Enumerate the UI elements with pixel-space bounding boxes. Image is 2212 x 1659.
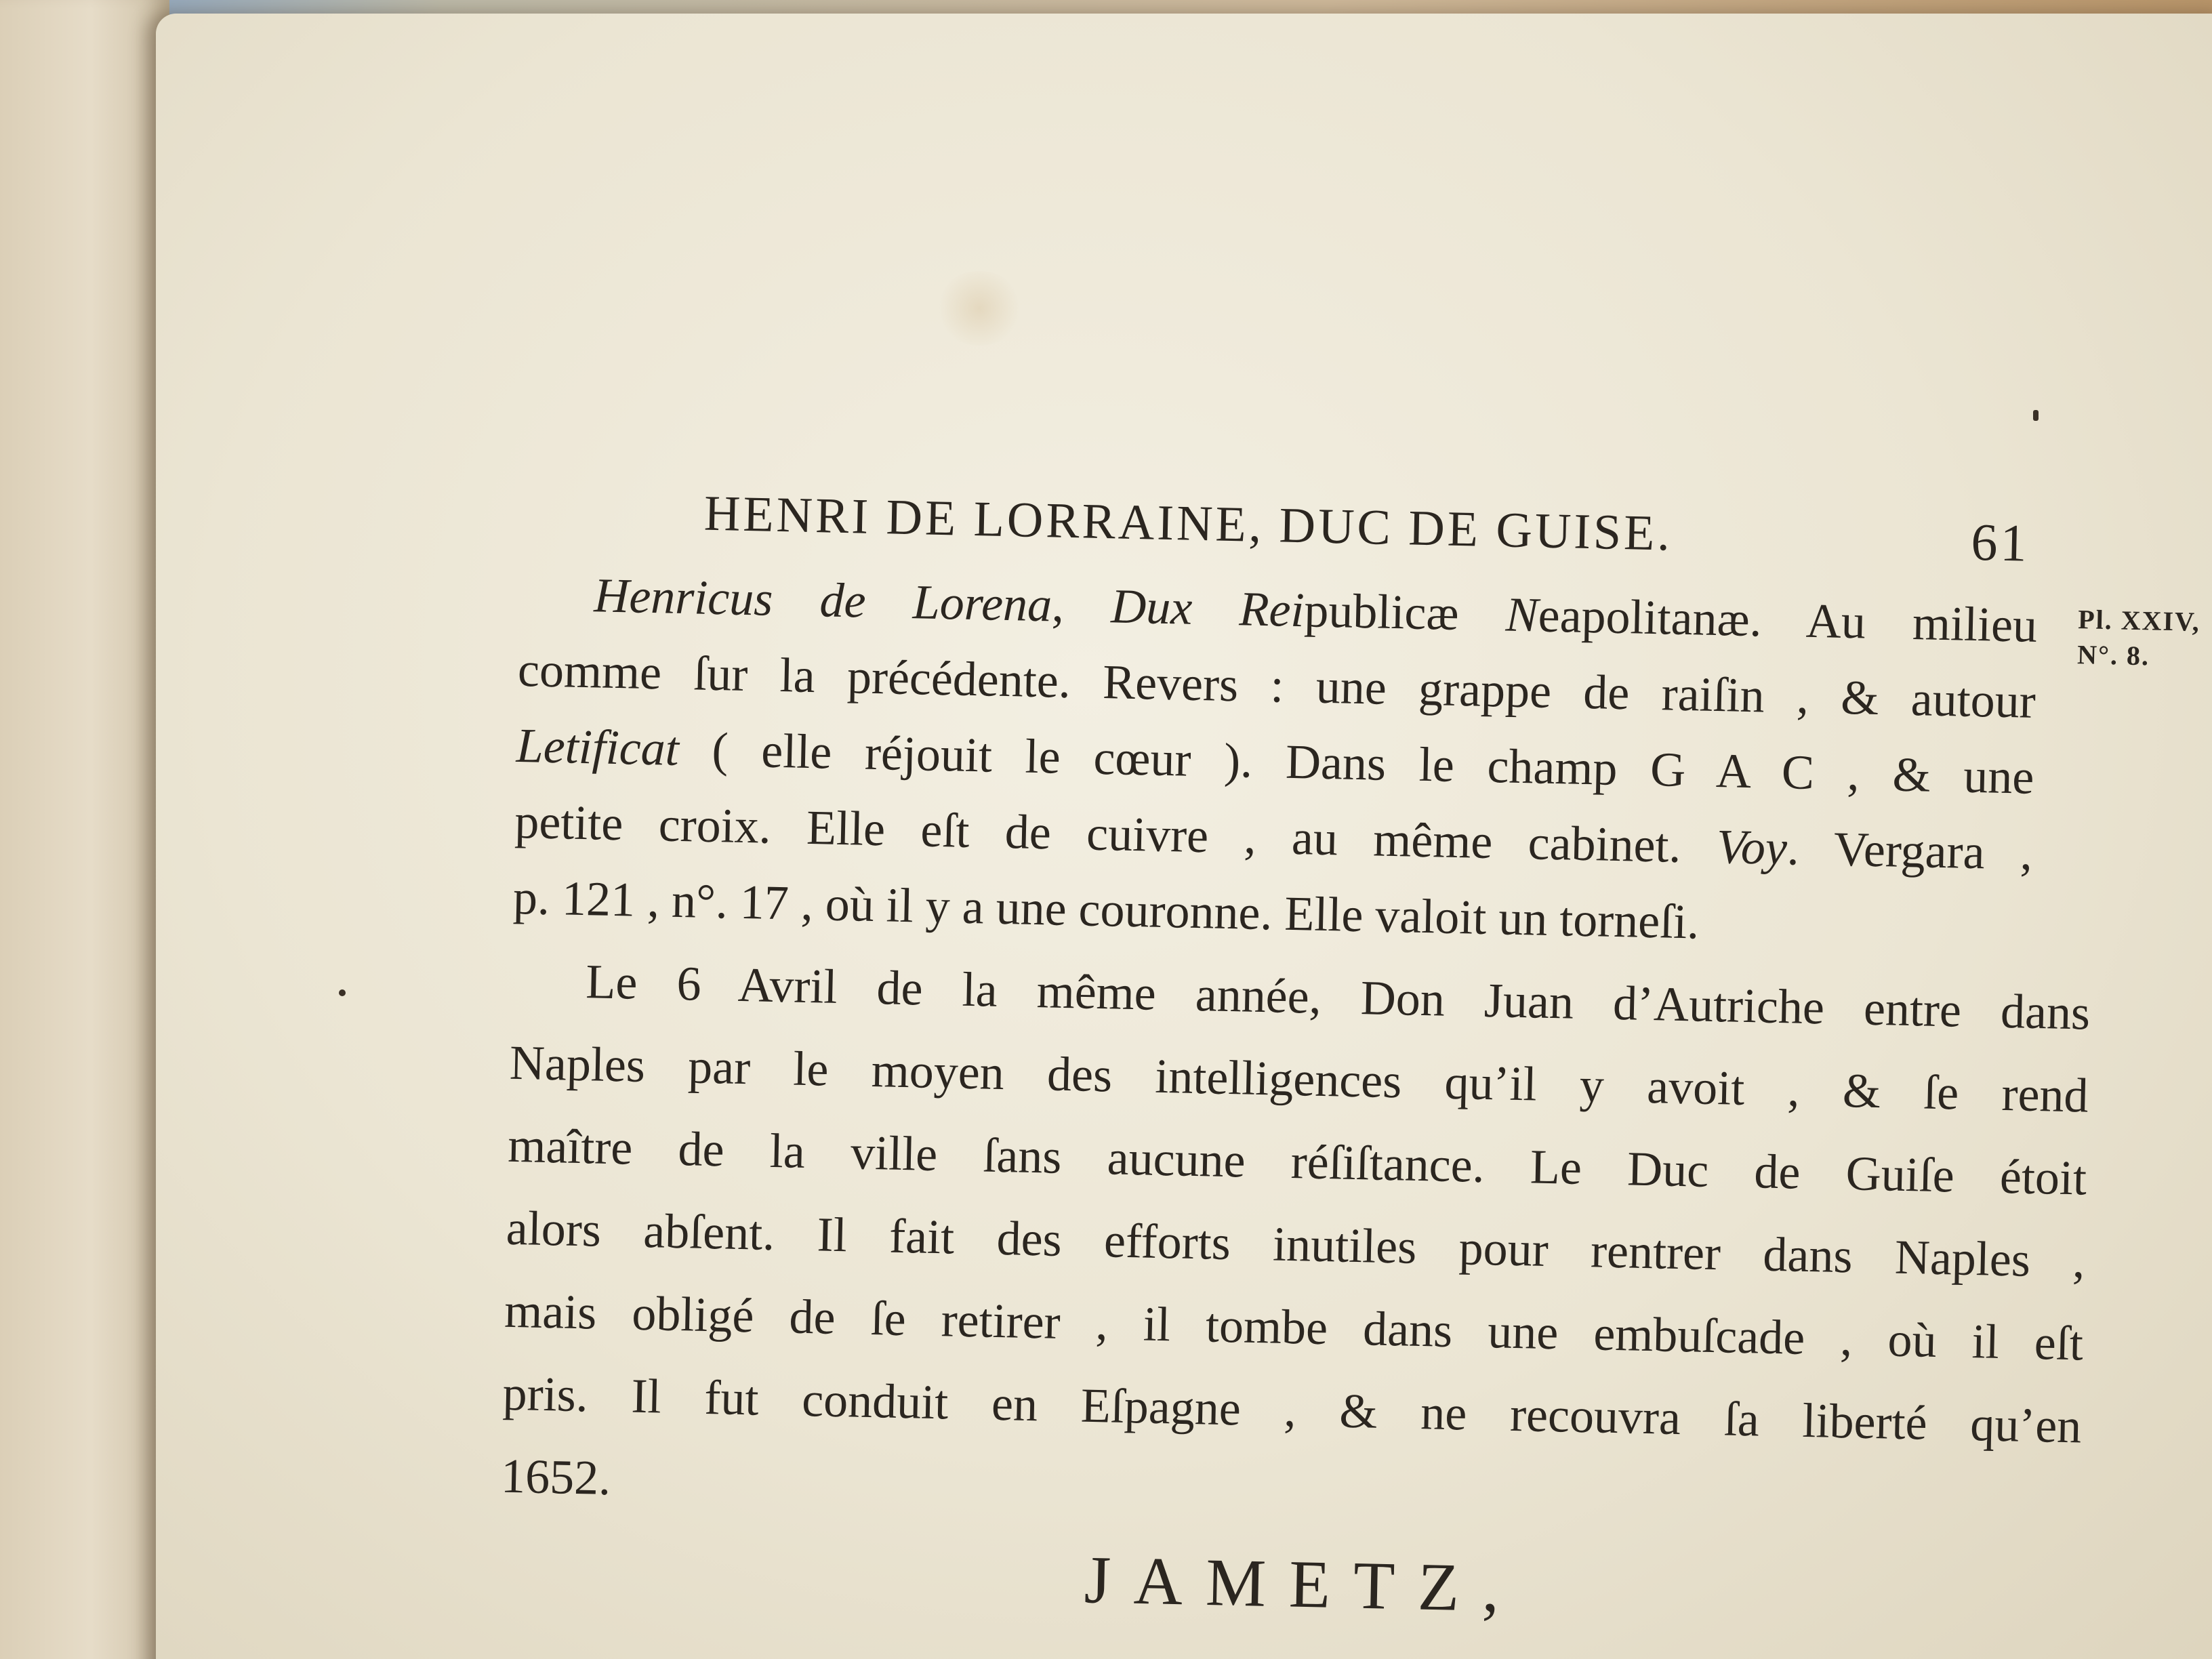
page-stain <box>935 271 1023 346</box>
paragraph-line: 1652. <box>500 1448 612 1506</box>
paragraph-line: alors abſent. Il fait des efforts inutiles pour rentrer dans Naples , <box>506 1200 2086 1288</box>
text-run: ( elle réjouit le cœur ). Dans le champ G A C , & une <box>678 721 2035 804</box>
margin-note-number: N°. 8. <box>2076 639 2150 672</box>
paragraph-line: Naples par le moyen des intelligences qu’il y avoit , & ſe rend <box>509 1035 2089 1123</box>
latin-initial: N <box>1504 587 1539 642</box>
paragraph-2 <box>500 942 2091 1547</box>
text-run: . Vergara , <box>1786 821 2033 880</box>
text-block <box>500 481 2201 1547</box>
latin-title: Dux Rei <box>1110 579 1305 638</box>
paragraph-line: comme ſur la précédente. Revers : une grappe de raiſin , & autour <box>517 642 2036 729</box>
paragraph-line: maître de la ville ſans aucune réſiſtance. Le Duc de Guiſe étoit <box>507 1118 2087 1206</box>
left-page-edge <box>0 0 169 1659</box>
margin-note-plate: Pl. XXIV, <box>2077 604 2201 637</box>
margin-note <box>2077 602 2201 675</box>
ink-speck <box>2033 410 2039 421</box>
running-head-title: HENRI DE LORRAINE, DUC DE GUISE. <box>703 485 1673 562</box>
next-section-heading: JAMETZ, <box>1083 1542 1523 1626</box>
paragraph-line: mais obligé de ſe retirer , il tombe dans une embuſcade , où il eſt <box>504 1283 2084 1371</box>
text-run: , <box>1051 577 1112 634</box>
latin-name: Henricus de Lorena <box>593 568 1053 632</box>
paragraph-line: p. 121 , n°. 17 , où il y a une couronne. Elle valoit un torneſi. <box>512 869 1700 949</box>
text-run: publicæ <box>1303 583 1507 642</box>
text-run: petite croix. Elle eſt de cuivre , au même cabinet. <box>514 794 1717 874</box>
ink-speck <box>339 989 346 996</box>
paragraph-line: Le 6 Avril de la même année, Don Juan d’Autriche entre dans <box>585 954 2091 1040</box>
reference-abbrev: Voy <box>1716 819 1788 876</box>
legend-word: Letificat <box>515 718 680 776</box>
paragraph-1 <box>512 556 2078 968</box>
text-run: eapolitanæ. Au milieu <box>1537 588 2038 653</box>
book-page <box>156 14 2212 1659</box>
page-number: 61 <box>1970 512 2030 573</box>
paragraph-line: pris. Il fut conduit en Eſpagne , & ne recouvra ſa liberté qu’en <box>501 1366 2083 1454</box>
